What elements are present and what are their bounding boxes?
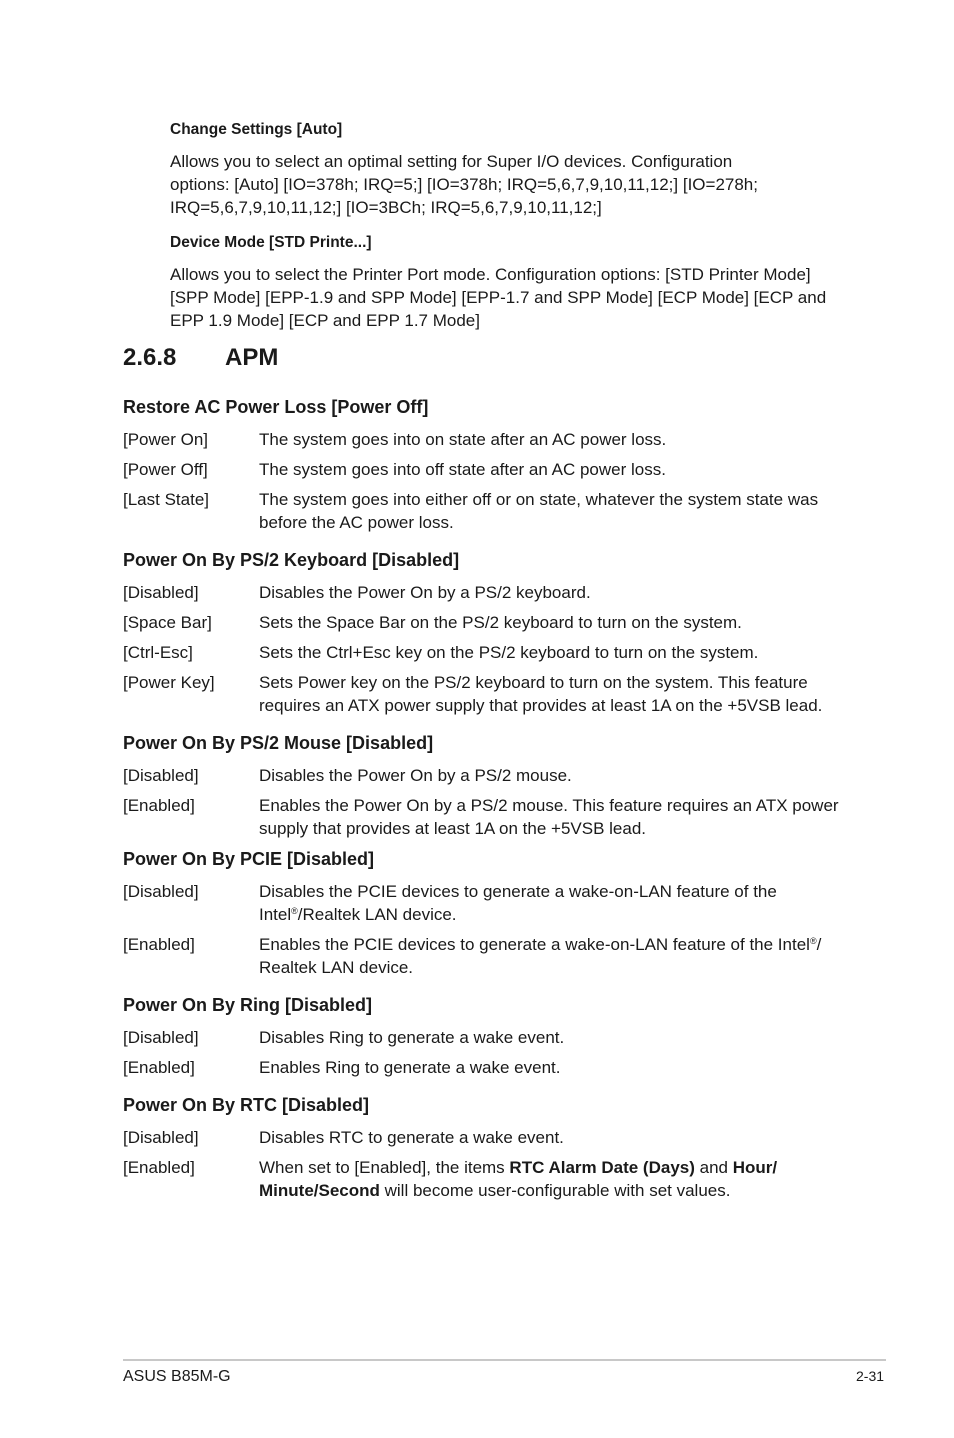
option-description: Disables the Power On by a PS/2 keyboard. [259,583,591,602]
option-key: [Enabled] [123,1158,195,1177]
option-row [123,611,843,634]
option-description: Disables RTC to generate a wake event. [259,1128,564,1147]
option-description: Enables the Power On by a PS/2 mouse. This feature requires an ATX power supply that provides at least 1A on the +5VSB lead. [259,796,839,838]
section-number: 2.6.8 [123,344,177,371]
option-key: [Disabled] [123,882,199,901]
item-heading-ring: Power On By Ring [Disabled] [123,995,373,1015]
option-key: [Disabled] [123,766,199,785]
option-description: Enables Ring to generate a wake event. [259,1058,561,1077]
section-title [123,344,278,372]
change-settings-description: Allows you to select an optimal setting for Super I/O devices. Configuration options: [Auto] [IO=378h; IRQ=5;] [IO=378h; IRQ=5,6,7,9,10,11,12;] [IO=278h; IRQ=5,6,7,9,10,11,12;] [IO=3BCh; IRQ=5,6,7,9,10,11,12;] [170,152,758,217]
option-description: The system goes into on state after an AC power loss. [259,430,667,449]
item-heading-ps2-keyboard: Power On By PS/2 Keyboard [Disabled] [123,550,460,570]
option-key: [Ctrl-Esc] [123,643,193,662]
option-description: Disables the PCIE devices to generate a wake-on-LAN feature of the Intel®/Realtek LAN device. [259,882,777,924]
option-row [123,1056,843,1079]
option-row [123,458,843,481]
option-key: [Disabled] [123,1128,199,1147]
option-row [123,1156,843,1202]
option-key: [Enabled] [123,796,195,815]
option-key: [Disabled] [123,1028,199,1047]
option-key: [Power Off] [123,460,208,479]
footer-divider [123,1359,886,1361]
option-row [123,1126,843,1149]
item-heading-rtc: Power On By RTC [Disabled] [123,1095,370,1115]
option-description: Sets Power key on the PS/2 keyboard to turn on the system. This feature requires an ATX power supply that provides at least 1A on the +5VSB lead. [259,673,823,715]
footer-page-number: 2-31 [856,1368,885,1384]
option-row [123,764,843,787]
option-key: [Power On] [123,430,209,449]
change-settings-heading: Change Settings [Auto] [170,121,343,138]
option-row [123,794,843,840]
option-key: [Space Bar] [123,613,212,632]
footer-product-name: ASUS B85M-G [123,1368,231,1385]
option-description: Disables Ring to generate a wake event. [259,1028,565,1047]
option-row [123,581,843,604]
option-key: [Enabled] [123,1058,195,1077]
option-key: [Disabled] [123,583,199,602]
option-description: Enables the PCIE devices to generate a wake-on-LAN feature of the Intel®/ Realtek LAN device. [259,935,822,977]
option-row [123,880,843,926]
section-name: APM [225,344,279,371]
option-key: [Power Key] [123,673,215,692]
option-row [123,1026,843,1049]
option-row [123,488,843,534]
option-key: [Last State] [123,490,209,509]
option-row [123,671,843,717]
item-heading-ps2-mouse: Power On By PS/2 Mouse [Disabled] [123,733,434,753]
item-heading-restore-ac-power-loss: Restore AC Power Loss [Power Off] [123,397,429,417]
option-description: The system goes into either off or on state, whatever the system state was before the AC power loss. [259,490,819,532]
device-mode-heading: Device Mode [STD Printe...] [170,234,372,251]
item-heading-pcie: Power On By PCIE [Disabled] [123,849,375,869]
option-description: When set to [Enabled], the items RTC Alarm Date (Days) and Hour/ Minute/Second will become user-configurable with set values. [259,1158,778,1200]
option-description: Disables the Power On by a PS/2 mouse. [259,766,572,785]
option-description: The system goes into off state after an AC power loss. [259,460,666,479]
option-row [123,933,843,979]
option-row [123,428,843,451]
option-row [123,641,843,664]
option-key: [Enabled] [123,935,195,954]
option-description: Sets the Space Bar on the PS/2 keyboard to turn on the system. [259,613,742,632]
device-mode-description: Allows you to select the Printer Port mode. Configuration options: [STD Printer Mode] [SPP Mode] [EPP-1.9 and SPP Mode] [EPP-1.7 and SPP Mode] [ECP Mode] [ECP and EPP 1.9 Mode] [ECP and EPP 1.7 Mode] [170,265,827,330]
option-description: Sets the Ctrl+Esc key on the PS/2 keyboard to turn on the system. [259,643,759,662]
